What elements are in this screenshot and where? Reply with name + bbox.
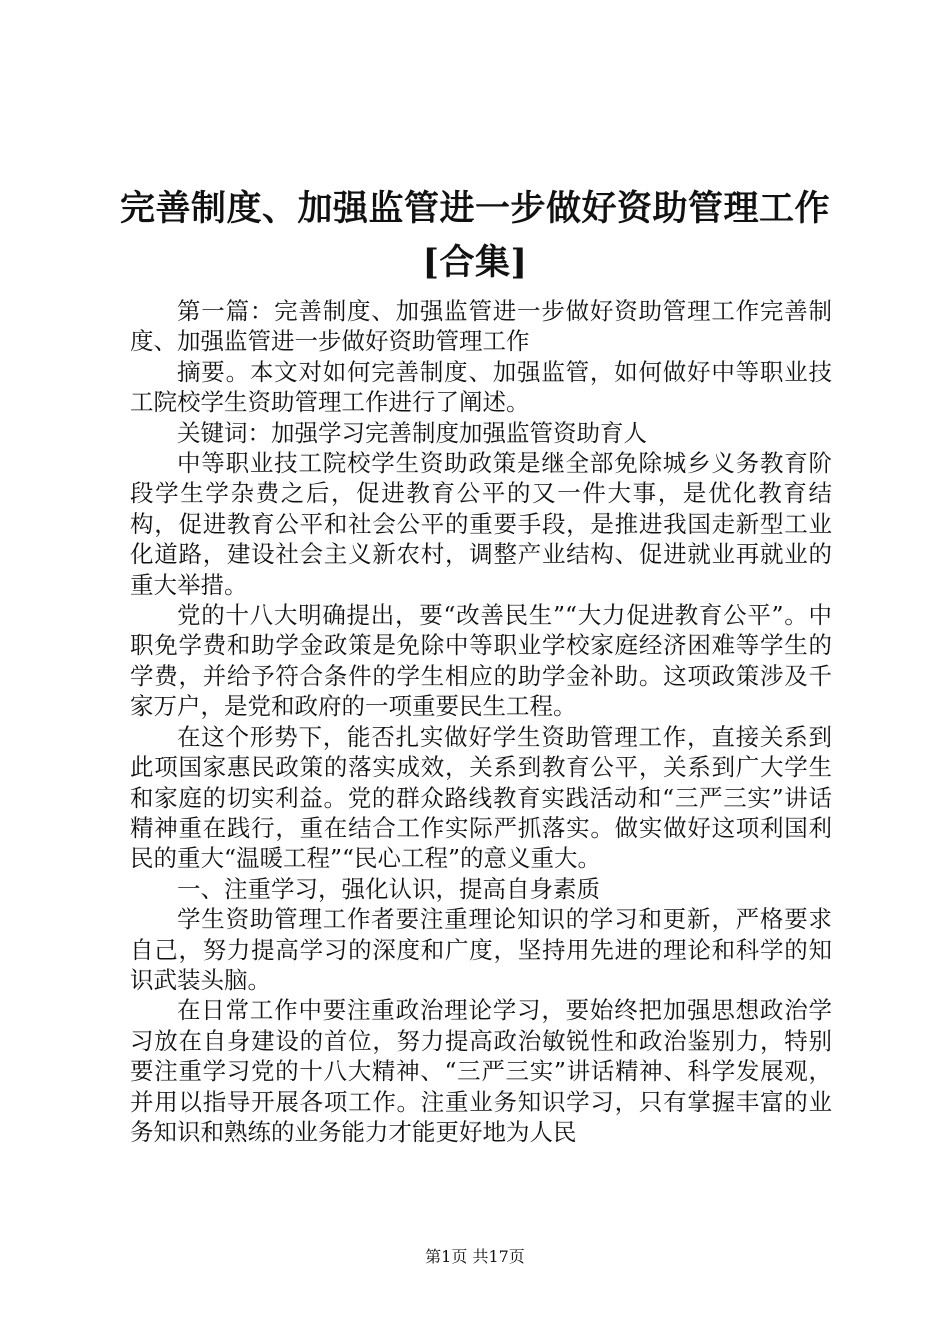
paragraph: 摘要。本文对如何完善制度、加强监管，如何做好中等职业技工院校学生资助管理工作进行了阐述。: [130, 357, 832, 417]
paragraph: 党的十八大明确提出，要“改善民生”“大力促进教育公平”。中职免学费和助学金政策是免除中等职业学校家庭经济困难等学生的学费，并给予符合条件的学生相应的助学金补助。这项政策涉及千家万户，是党和政府的一项重要民生工程。: [130, 601, 832, 721]
paragraph: 在日常工作中要注重政治理论学习，要始终把加强思想政治学习放在自身建设的首位，努力提高政治敏锐性和政治鉴别力，特别要注重学习党的十八大精神、“三严三实”讲话精神、科学发展观，并用以指导开展各项工作。注重业务知识学习，只有掌握丰富的业务知识和熟练的业务能力才能更好地为人民: [130, 996, 832, 1146]
paragraph: 第一篇：完善制度、加强监管进一步做好资助管理工作完善制度、加强监管进一步做好资助管理工作: [130, 297, 832, 356]
paragraph: 关键词：加强学习完善制度加强监管资助育人: [177, 418, 647, 447]
document-body: [130, 296, 832, 1147]
title-line-2: [合集]: [422, 242, 528, 283]
title-line-1: 完善制度、加强监管进一步做好资助管理工作: [120, 188, 831, 229]
page-number-footer: 第1页 共17页: [425, 1247, 525, 1266]
paragraph: 在这个形势下，能否扎实做好学生资助管理工作，直接关系到此项国家惠民政策的落实成效，关系到教育公平，关系到广大学生和家庭的切实利益。党的群众路线教育实践活动和“三严三实”讲话精神重在践行，重在结合工作实际严抓落实。做实做好这项利国利民的重大“温暖工程”“民心工程”的意义重大。: [130, 722, 832, 873]
paragraph: 学生资助管理工作者要注重理论知识的学习和更新，严格要求自己，努力提高学习的深度和广度，坚持用先进的理论和科学的知识武装头脑。: [130, 905, 832, 994]
section-heading: 一、注重学习，强化认识，提高自身素质: [177, 874, 600, 903]
paragraph: 中等职业技工院校学生资助政策是继全部免除城乡义务教育阶段学生学杂费之后，促进教育公平的又一件大事，是优化教育结构，促进教育公平和社会公平的重要手段，是推进我国走新型工业化道路，建设社会主义新农村，调整产业结构、促进就业再就业的重大举措。: [130, 449, 832, 599]
document-title: [120, 182, 830, 290]
